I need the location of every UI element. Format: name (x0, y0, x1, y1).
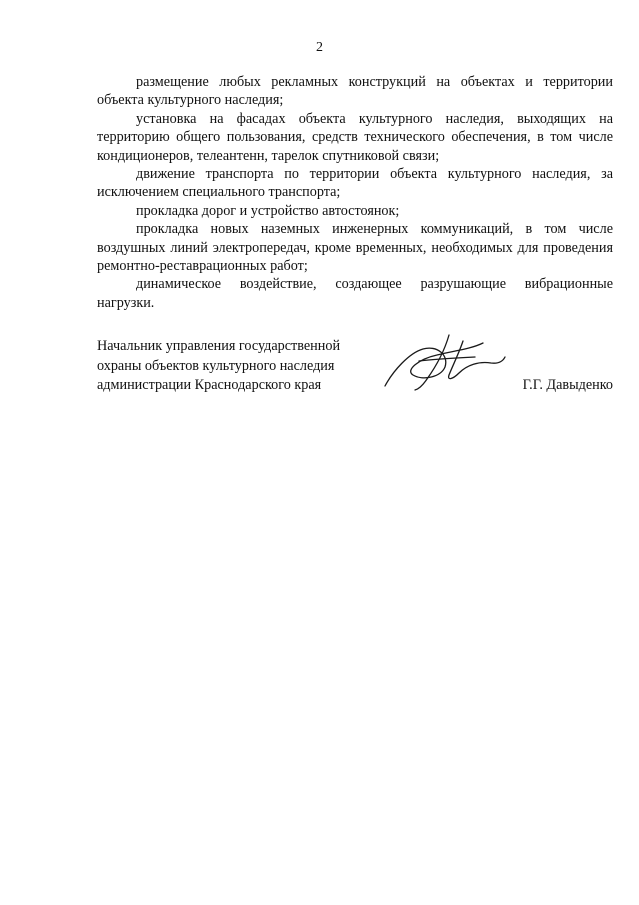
page-number: 2 (316, 40, 323, 55)
signature-block (97, 337, 613, 407)
paragraph: установка на фасадах объекта культурного наследия, выходящих на территорию общего пользования, средств технического обеспечения, в том числе кондиционеров, телеантенн, тарелок спутниковой связи; (97, 110, 613, 164)
signatory-name: Г.Г. Давыденко (522, 377, 613, 393)
position-line: охраны объектов культурного наследия (97, 357, 335, 374)
position-line: Начальник управления государственной (97, 338, 341, 354)
handwritten-signature (379, 331, 509, 391)
paragraph: прокладка новых наземных инженерных коммуникаций, в том числе воздушных линий электропередач, кроме временных, необходимых для проведения ремонтно-реставрационных работ; (97, 221, 613, 275)
document-body (97, 73, 613, 312)
position-line: администрации Краснодарского края (97, 377, 322, 393)
paragraph: движение транспорта по территории объекта культурного наследия, за исключением специального транспорта; (97, 166, 613, 201)
paragraph: прокладка дорог и устройство автостоянок; (136, 202, 400, 219)
paragraph: динамическое воздействие, создающее разрушающие вибрационные нагрузки. (97, 276, 613, 311)
paragraph: размещение любых рекламных конструкций на объектах и территории объекта культурного наследия; (97, 74, 613, 109)
